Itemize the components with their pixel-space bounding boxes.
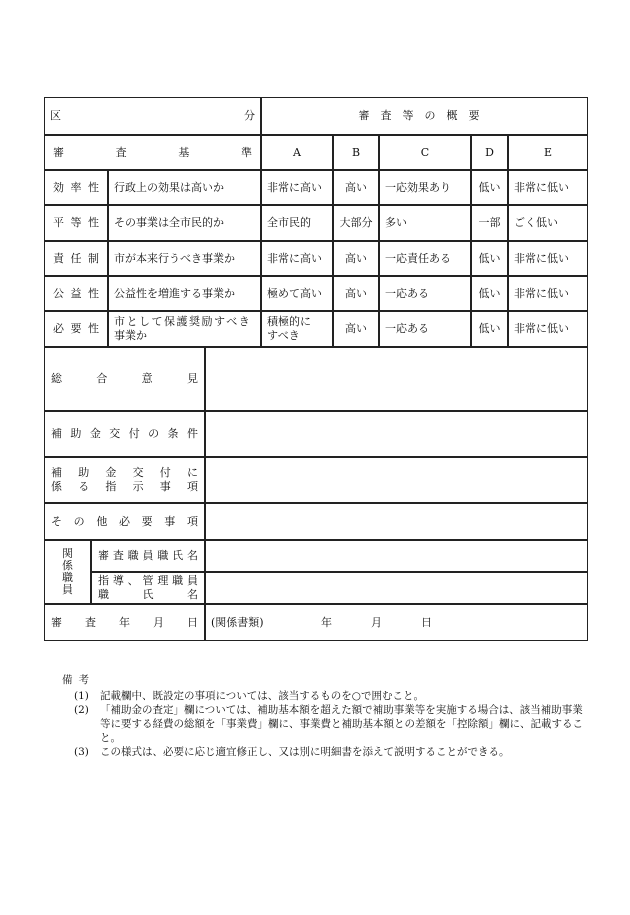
remarks-title: 備考: [62, 674, 95, 686]
grant-instr-l2-char-2: る: [78, 480, 90, 493]
criteria-name-char: 性: [88, 322, 99, 335]
criteria-3-name: [44, 241, 108, 276]
grant-conditions-char-4: 交: [109, 427, 121, 440]
criteria-5-a[interactable]: [261, 311, 333, 347]
overall-char-3: 意: [141, 372, 153, 385]
manager-l2-char-3: 名: [187, 588, 198, 601]
examiner-char-1: 審: [98, 549, 109, 562]
criteria-name-char: 等: [70, 216, 82, 229]
criteria-question-line: 事業か: [114, 329, 147, 342]
manager-l1-char-1: 指: [98, 574, 109, 587]
manager-line1: [98, 574, 198, 588]
grant-instr-l1-char-6: に: [186, 466, 198, 479]
manager-l2-char-1: 職: [98, 588, 109, 601]
review-date-field[interactable]: [205, 604, 588, 641]
criteria-a-line: すべき: [267, 329, 300, 342]
manager-l1-char-5: 理: [157, 574, 169, 587]
criteria-1-a[interactable]: 非常に高い: [261, 170, 333, 205]
criteria-3-question: 市が本来行うべき事業か: [108, 241, 261, 276]
review-date-char-5: 日: [187, 615, 198, 629]
manager-l2-char-2: 氏: [142, 588, 154, 601]
criteria-char-1: 審: [53, 145, 64, 159]
criteria-2-name: [44, 205, 108, 241]
grant-instr-l1-char-1: 補: [51, 466, 62, 479]
criteria-name-char: 制: [88, 251, 99, 265]
criteria-2-b[interactable]: 大部分: [333, 205, 379, 241]
review-date-char-2: 査: [85, 615, 96, 629]
overall-opinion-field[interactable]: [205, 347, 588, 411]
manager-l1-char-4: 管: [142, 574, 154, 587]
remark-text: この様式は、必要に応じ適宜修正し、又は別に明細書を添えて説明することができる。: [100, 746, 510, 758]
criteria-5-d[interactable]: 低い: [471, 311, 508, 347]
criteria-2-question: その事業は全市民的か: [108, 205, 261, 241]
criteria-1-d[interactable]: 低い: [471, 170, 508, 205]
day-label: 日: [421, 615, 432, 629]
criteria-4-a[interactable]: 極めて高い: [261, 276, 333, 311]
criteria-2-c[interactable]: 多い: [379, 205, 471, 241]
criteria-a-line: 積極的に: [267, 315, 311, 328]
manager-line2: [98, 588, 198, 602]
criteria-4-b[interactable]: 高い: [333, 276, 379, 311]
criteria-2-e[interactable]: ごく低い: [508, 205, 588, 241]
criteria-5-question: [108, 311, 261, 347]
related-staff-char-3: 職: [62, 571, 73, 584]
year-label: 年: [321, 615, 332, 629]
criteria-3-b[interactable]: 高い: [333, 241, 379, 276]
overall-char-4: 見: [186, 372, 198, 385]
other-matters-char-6: 事: [164, 514, 176, 528]
other-matters-char-1: そ: [51, 514, 62, 528]
other-matters-label: [44, 503, 205, 540]
grant-instr-l2-char-1: 係: [51, 480, 62, 493]
criteria-1-name: [44, 170, 108, 205]
criteria-name-char: 公: [53, 286, 64, 300]
grant-conditions-field[interactable]: [205, 411, 588, 457]
remark-number: (2): [74, 704, 89, 716]
related-staff-char-4: 員: [62, 583, 73, 596]
criteria-5-e[interactable]: 非常に低い: [508, 311, 588, 347]
criteria-name-char: 率: [70, 180, 82, 194]
grant-instr-l1-char-5: 付: [159, 466, 171, 479]
examiner-label: [91, 540, 205, 572]
criteria-char-4: 準: [240, 145, 252, 159]
remark-item: [62, 689, 592, 703]
criteria-4-e[interactable]: 非常に低い: [508, 276, 588, 311]
overall-char-1: 総: [51, 372, 62, 385]
criteria-3-c[interactable]: 一応責任ある: [379, 241, 471, 276]
remarks-items: [62, 689, 592, 759]
overall-opinion-label: [44, 347, 205, 411]
criteria-1-c[interactable]: 一応効果あり: [379, 170, 471, 205]
criteria-name-char: 益: [70, 286, 82, 300]
remark-text: 記載欄中、既設定の事項については、該当するものを○で囲むこと。: [100, 690, 424, 702]
manager-label: [91, 572, 205, 604]
grant-conditions-char-3: 金: [89, 427, 101, 440]
criteria-name-char: 性: [88, 180, 99, 194]
remark-item: [62, 745, 592, 759]
criteria-2-d[interactable]: 一部: [471, 205, 508, 241]
remark-number: (3): [74, 746, 89, 758]
examiner-char-7: 名: [186, 549, 198, 562]
grant-instructions-line1: [51, 466, 198, 480]
remark-number: (1): [74, 690, 89, 702]
grant-conditions-char-7: 条: [167, 427, 179, 440]
criteria-name-char: 平: [53, 216, 64, 229]
examiner-field[interactable]: [205, 540, 588, 572]
criteria-5-b[interactable]: 高い: [333, 311, 379, 347]
month-label: 月: [371, 615, 382, 629]
criteria-name-char: 任: [70, 251, 82, 265]
criteria-3-a[interactable]: 非常に高い: [261, 241, 333, 276]
criteria-name-char: 責: [53, 251, 64, 265]
grant-instructions-line2: [51, 480, 198, 494]
grant-conditions-char-1: 補: [51, 427, 62, 440]
criteria-2-a[interactable]: 全市民的: [261, 205, 333, 241]
criteria-3-e[interactable]: 非常に低い: [508, 241, 588, 276]
criteria-4-d[interactable]: 低い: [471, 276, 508, 311]
grant-instr-l2-char-3: 指: [105, 480, 117, 493]
overall-char-2: 合: [96, 372, 108, 385]
manager-l1-char-2: 導: [112, 574, 124, 587]
review-date-char-4: 月: [153, 615, 164, 629]
criteria-header: [44, 135, 261, 170]
other-matters-char-4: 必: [118, 514, 130, 528]
grant-conditions-char-2: 助: [70, 427, 82, 440]
grade-c-header: C: [379, 135, 471, 170]
criteria-1-b[interactable]: 高い: [333, 170, 379, 205]
manager-l1-char-7: 員: [186, 574, 198, 587]
remark-text: 「補助金の査定」欄については、補助基本額を超えた額で補助事業等を実施する場合は、該当補助事業等に要する経費の総額を「事業費」欄に、事業費と補助基本額との差額を「控除額」欄に、記載すること。: [100, 704, 583, 744]
criteria-name-char: 性: [88, 286, 99, 300]
grade-a-header: A: [261, 135, 333, 170]
remarks: [62, 673, 592, 759]
related-staff-char-1: 関: [62, 547, 73, 560]
examiner-char-5: 職: [157, 549, 169, 562]
examiner-char-4: 員: [142, 549, 154, 562]
criteria-1-e[interactable]: 非常に低い: [508, 170, 588, 205]
other-matters-field[interactable]: [205, 503, 588, 540]
grant-conditions-char-5: 付: [128, 427, 140, 440]
criteria-1-question: 行政上の効果は高いか: [108, 170, 261, 205]
kubun-char-1: 区: [50, 109, 61, 122]
grant-instr-l1-char-4: 交: [132, 466, 144, 479]
criteria-char-3: 基: [178, 145, 190, 159]
grade-e-header: E: [508, 135, 588, 170]
other-matters-char-7: 項: [186, 514, 198, 528]
criteria-4-c[interactable]: 一応ある: [379, 276, 471, 311]
criteria-name-char: 必: [53, 322, 64, 335]
other-matters-char-5: 要: [141, 514, 153, 528]
criteria-question-line: 市として保護奨励すべき: [114, 315, 252, 328]
examiner-char-6: 氏: [172, 549, 184, 562]
grant-instructions-field[interactable]: [205, 457, 588, 503]
manager-l1-char-6: 職: [172, 574, 184, 587]
grant-instr-l2-char-4: 示: [132, 480, 144, 493]
related-docs-label: (関係書類): [211, 615, 264, 629]
grade-b-header: B: [333, 135, 379, 170]
related-staff-char-2: 係: [62, 559, 73, 572]
related-staff-label: [44, 540, 91, 604]
grant-conditions-char-8: 件: [186, 427, 198, 440]
criteria-5-c[interactable]: 一応ある: [379, 311, 471, 347]
manager-field[interactable]: [205, 572, 588, 604]
grant-instr-l1-char-3: 金: [105, 466, 117, 479]
manager-l1-char-3: 、: [127, 574, 139, 587]
review-date-label: [44, 604, 205, 641]
criteria-name-char: 要: [70, 322, 82, 335]
overview-header: 審査等の概要: [261, 97, 588, 135]
grant-instr-l2-char-6: 項: [186, 480, 198, 493]
criteria-5-name: [44, 311, 108, 347]
review-date-char-3: 年: [119, 615, 130, 629]
review-date-char-1: 審: [51, 615, 62, 629]
criteria-3-d[interactable]: 低い: [471, 241, 508, 276]
grant-instructions-label: [44, 457, 205, 503]
kubun-char-2: 分: [244, 109, 255, 122]
criteria-name-char: 性: [88, 216, 99, 229]
other-matters-char-3: 他: [96, 514, 108, 528]
grade-d-header: D: [471, 135, 508, 170]
criteria-4-name: [44, 276, 108, 311]
grant-conditions-char-6: の: [148, 427, 160, 440]
kubun-header: [44, 97, 261, 135]
examiner-char-2: 査: [112, 549, 124, 562]
grant-conditions-label: [44, 411, 205, 457]
other-matters-char-2: の: [73, 514, 85, 528]
grant-instr-l2-char-5: 事: [159, 480, 171, 493]
grant-instr-l1-char-2: 助: [78, 466, 90, 479]
criteria-4-question: 公益性を増進する事業か: [108, 276, 261, 311]
examiner-char-3: 職: [127, 549, 139, 562]
remark-item: [62, 703, 592, 745]
criteria-name-char: 効: [53, 180, 64, 194]
criteria-char-2: 査: [115, 145, 127, 159]
